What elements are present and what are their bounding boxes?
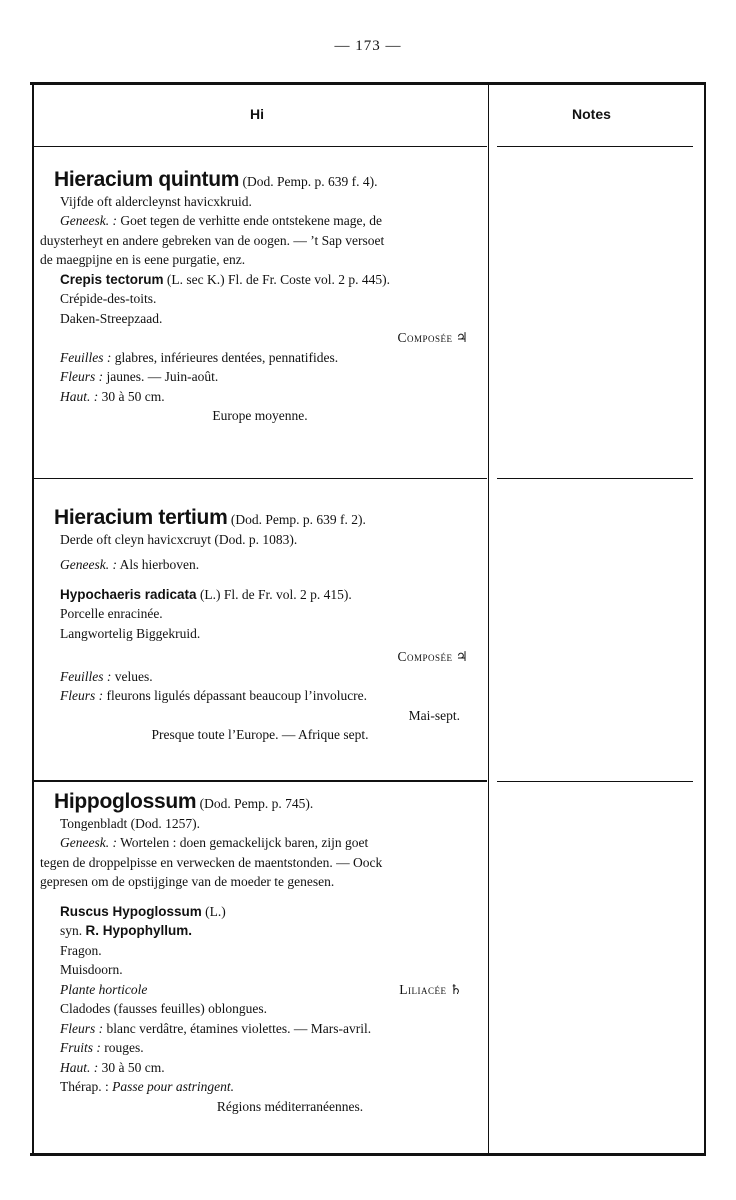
- fleurs-text: jaunes. — Juin-août.: [106, 369, 219, 384]
- species-name: Crepis tectorum: [60, 271, 164, 287]
- dutch-name: Vijfde oft aldercleynst havicxkruid.: [60, 193, 252, 209]
- perennial-symbol: ♃: [455, 649, 468, 664]
- geneesk-text: Wortelen : doen gemackelijck baren, zijn goet: [120, 835, 369, 850]
- family-name: Liliacée: [399, 981, 447, 997]
- notes-divider: [497, 478, 693, 479]
- header-divider-main: [34, 146, 487, 147]
- shrub-symbol: ♄: [449, 981, 462, 997]
- feuilles-label: Feuilles :: [60, 349, 112, 365]
- feuilles-text: velues.: [114, 668, 153, 684]
- geneesk-label: Geneesk. :: [60, 213, 117, 228]
- haut-label: Haut. :: [60, 1059, 99, 1075]
- haut-text: 30 à 50 cm.: [101, 388, 165, 404]
- geneesk-text: tegen de droppelpisse en verwecken de maentstonden. — Oock: [40, 854, 383, 870]
- species-name: Hypochaeris radicata: [60, 586, 197, 602]
- entry-hieracium-quintum: [40, 170, 480, 426]
- entry-ref: (Dod. Pemp. p. 639 f. 4).: [242, 174, 378, 189]
- entry-divider: [34, 478, 487, 479]
- header-divider-notes: [497, 146, 693, 147]
- dutch-name: Tongenbladt (Dod. 1257).: [60, 815, 201, 831]
- french-name: Porcelle enracinée.: [60, 606, 163, 621]
- geneesk-text: Goet tegen de verhitte ende ontstekene mage, de: [120, 213, 382, 228]
- haut-text: 30 à 50 cm.: [101, 1059, 165, 1075]
- column-divider: [488, 84, 489, 1154]
- page-number: — 173 —: [334, 38, 402, 54]
- dutch-name: Derde oft cleyn havicxcruyt (Dod. p. 1083).: [60, 531, 298, 547]
- entry-title: Hieracium quintum: [54, 168, 240, 191]
- entry-hippoglossum: [40, 792, 480, 1116]
- fleurs-label: Fleurs :: [60, 1020, 104, 1036]
- region: Presque toute l’Europe. — Afrique sept.: [151, 727, 369, 742]
- fleurs-label: Fleurs :: [60, 688, 104, 703]
- french-name: Fragon.: [60, 942, 102, 958]
- header-col-notes: Notes: [572, 106, 611, 122]
- fruits-label: Fruits :: [60, 1040, 101, 1055]
- geneesk-label: Geneesk. :: [60, 557, 117, 572]
- fleurs-text: fleurons ligulés dépassant beaucoup l’involucre.: [106, 688, 368, 703]
- entry-ref: (Dod. Pemp. p. 639 f. 2).: [230, 512, 366, 527]
- synonym: R. Hypophyllum.: [85, 923, 193, 938]
- geneesk-text: de maegpijne en is eene purgatie, enz.: [40, 252, 246, 267]
- species-name: Ruscus Hypoglossum: [60, 903, 202, 919]
- fleurs-time: Mai-sept.: [408, 707, 460, 723]
- header-col-main: Hi: [250, 106, 264, 122]
- family-name: Composée: [397, 649, 453, 664]
- dutch-common-name: Langwortelig Biggekruid.: [60, 625, 201, 641]
- feuilles-label: Feuilles :: [60, 668, 112, 684]
- cladodes-text: Cladodes (fausses feuilles) oblongues.: [60, 1001, 267, 1016]
- geneesk-text: Als hierboven.: [119, 557, 200, 572]
- region: Europe moyenne.: [212, 408, 308, 423]
- species-ref: (L.) Fl. de Fr. vol. 2 p. 415).: [199, 586, 352, 602]
- table-bottom-rule: [30, 1153, 706, 1156]
- therap-label: Thérap. :: [60, 1079, 109, 1094]
- entry-hieracium-tertium: [40, 508, 480, 745]
- dutch-common-name: Muisdoorn.: [60, 962, 123, 977]
- geneesk-text: duysterheyt en andere gebreken van de oogen. — ’t Sap versoet: [40, 232, 385, 248]
- species-ref: (L. sec K.) Fl. de Fr. Coste vol. 2 p. 445).: [166, 271, 391, 287]
- perennial-symbol: ♃: [455, 330, 468, 345]
- entry-ref: (Dod. Pemp. p. 745).: [199, 796, 314, 811]
- haut-label: Haut. :: [60, 388, 99, 404]
- geneesk-text: gepresen om de opstijginge van de moeder te genesen.: [40, 874, 335, 889]
- fleurs-label: Fleurs :: [60, 369, 104, 384]
- feuilles-text: glabres, inférieures dentées, pennatifides.: [114, 349, 339, 365]
- therap-text: Passe pour astringent.: [112, 1079, 234, 1094]
- region: Régions méditerranéennes.: [216, 1098, 364, 1114]
- family-name: Composée: [397, 330, 453, 345]
- syn-label: syn.: [60, 923, 83, 938]
- french-name: Crépide-des-toits.: [60, 291, 157, 306]
- species-ref: (L.): [205, 903, 226, 919]
- entry-title: Hippoglossum: [54, 790, 197, 813]
- fruits-text: rouges.: [104, 1040, 144, 1055]
- geneesk-label: Geneesk. :: [60, 835, 117, 850]
- dutch-common-name: Daken-Streepzaad.: [60, 310, 163, 326]
- notes-divider: [497, 781, 693, 782]
- entry-title: Hieracium tertium: [54, 506, 228, 529]
- fleurs-text: blanc verdâtre, étamines violettes. — Mars-avril.: [106, 1020, 372, 1036]
- plante-note: Plante horticole: [60, 981, 148, 997]
- entry-divider: [34, 780, 487, 782]
